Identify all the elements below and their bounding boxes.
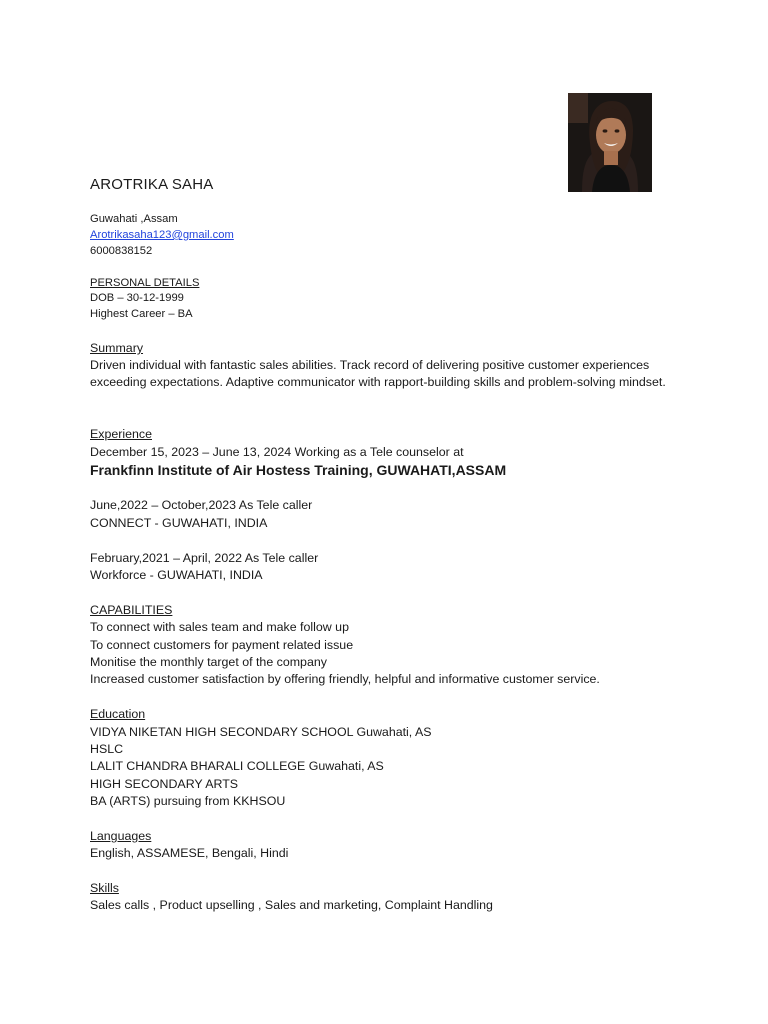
education-item: VIDYA NIKETAN HIGH SECONDARY SCHOOL Guwahati, AS	[90, 725, 432, 739]
capability-item: Monitise the monthly target of the company	[90, 655, 327, 669]
languages-heading: Languages	[90, 829, 152, 843]
capability-item: To connect with sales team and make follow up	[90, 620, 349, 634]
summary-heading: Summary	[90, 341, 144, 355]
education-heading: Education	[90, 707, 146, 721]
summary-text: Driven individual with fantastic sales abilities. Track record of delivering positive customer experiences exceeding expectations. Adaptive communicator with rapport-building skills and problem-solving mindset.	[90, 358, 666, 390]
career-text: Highest Career – BA	[90, 308, 193, 320]
experience-2-period: June,2022 – October,2023 As Tele caller	[90, 498, 313, 512]
profile-photo	[568, 93, 652, 192]
experience-2-employer: CONNECT - GUWAHATI, INDIA	[90, 516, 268, 530]
email-link[interactable]: Arotrikasaha123@gmail.com	[90, 229, 234, 241]
portrait-image	[568, 93, 652, 192]
personal-details-heading: PERSONAL DETAILS	[90, 277, 200, 289]
location-text: Guwahati ,Assam	[90, 213, 178, 225]
experience-3-period: February,2021 – April, 2022 As Tele caller	[90, 551, 319, 565]
experience-1-employer: Frankfinn Institute of Air Hostess Training, GUWAHATI,ASSAM	[90, 462, 507, 478]
capabilities-heading: CAPABILITIES	[90, 603, 173, 617]
candidate-name: AROTRIKA SAHA	[90, 176, 214, 193]
experience-heading: Experience	[90, 427, 152, 441]
phone-text: 6000838152	[90, 245, 153, 257]
experience-3-employer: Workforce - GUWAHATI, INDIA	[90, 568, 263, 582]
skills-text: Sales calls , Product upselling , Sales and marketing, Complaint Handling	[90, 898, 493, 912]
skills-heading: Skills	[90, 881, 119, 895]
capability-item: To connect customers for payment related issue	[90, 638, 354, 652]
education-item: LALIT CHANDRA BHARALI COLLEGE Guwahati, AS	[90, 759, 384, 773]
capability-item: Increased customer satisfaction by offering friendly, helpful and informative customer service.	[90, 672, 600, 686]
education-item: HIGH SECONDARY ARTS	[90, 777, 239, 791]
languages-text: English, ASSAMESE, Bengali, Hindi	[90, 846, 289, 860]
education-item: HSLC	[90, 742, 124, 756]
education-item: BA (ARTS) pursuing from KKHSOU	[90, 794, 286, 808]
dob-text: DOB – 30-12-1999	[90, 292, 184, 304]
experience-1-period: December 15, 2023 – June 13, 2024 Working as a Tele counselor at	[90, 445, 464, 459]
